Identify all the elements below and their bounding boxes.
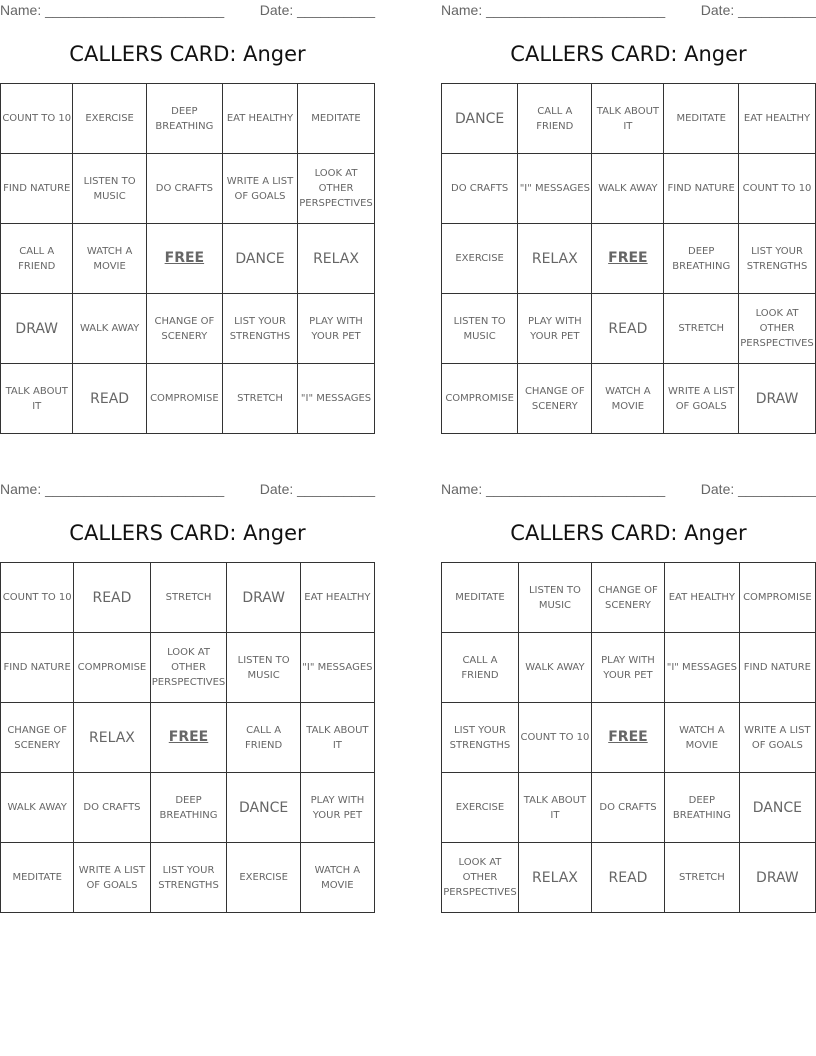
grid-cell: LIST YOUR STRENGTHS [442,703,519,773]
grid-cell: LOOK AT OTHER PERSPECTIVES [298,154,375,224]
name-date-row [0,479,375,501]
grid-cell: DEEP BREATHING [150,773,227,843]
grid-cell: DANCE [222,224,297,294]
name-field[interactable]: Name: _______________________ [441,481,666,497]
grid-cell: CHANGE OF SCENERY [591,563,664,633]
grid-cell: TALK ABOUT IT [300,703,374,773]
callers-card-3 [0,479,375,891]
grid-cell: "I" MESSAGES [664,633,739,703]
grid-cell: WATCH A MOVIE [73,224,146,294]
grid-row [1,563,375,633]
grid-cell: DEEP BREATHING [664,224,739,294]
free-space-cell: FREE [146,224,222,294]
grid-row [1,773,375,843]
grid-cell: RELAX [518,224,592,294]
bingo-grid [0,562,375,913]
grid-cell: EAT HEALTHY [664,563,739,633]
grid-cell: COMPROMISE [146,364,222,434]
grid-cell: DANCE [227,773,300,843]
grid-row [442,633,816,703]
grid-cell: "I" MESSAGES [300,633,374,703]
grid-row [442,154,816,224]
grid-cell: COMPROMISE [739,563,815,633]
grid-cell: LOOK AT OTHER PERSPECTIVES [739,294,816,364]
callers-card-2 [441,0,816,412]
grid-cell: DEEP BREATHING [146,84,222,154]
free-space-cell: FREE [591,703,664,773]
bingo-grid [441,83,816,434]
grid-cell: READ [591,843,664,913]
grid-cell: TALK ABOUT IT [518,773,591,843]
grid-cell: LISTEN TO MUSIC [442,294,518,364]
grid-cell: DO CRAFTS [74,773,150,843]
grid-cell: PLAY WITH YOUR PET [518,294,592,364]
grid-cell: STRETCH [222,364,297,434]
name-field[interactable]: Name: _______________________ [0,481,225,497]
grid-cell: DRAW [1,294,73,364]
grid-row [1,154,375,224]
grid-cell: PLAY WITH YOUR PET [591,633,664,703]
callers-card-1 [0,0,375,412]
card-title: CALLERS CARD: Anger [510,521,747,545]
grid-cell: LIST YOUR STRENGTHS [222,294,297,364]
grid-cell: LISTEN TO MUSIC [518,563,591,633]
grid-cell: LIST YOUR STRENGTHS [150,843,227,913]
grid-cell: WATCH A MOVIE [664,703,739,773]
grid-row [442,84,816,154]
card-title: CALLERS CARD: Anger [69,521,306,545]
grid-cell: EXERCISE [442,224,518,294]
grid-cell: TALK ABOUT IT [1,364,73,434]
grid-cell: DANCE [442,84,518,154]
grid-cell: COUNT TO 10 [1,563,74,633]
grid-cell: CALL A FRIEND [442,633,519,703]
bingo-grid [0,83,375,434]
grid-cell: EXERCISE [227,843,300,913]
grid-cell: WALK AWAY [518,633,591,703]
grid-row [1,224,375,294]
grid-cell: STRETCH [664,294,739,364]
grid-row [442,773,816,843]
grid-cell: WALK AWAY [1,773,74,843]
grid-cell: DANCE [739,773,815,843]
free-space-cell: FREE [150,703,227,773]
grid-row [1,294,375,364]
grid-cell: PLAY WITH YOUR PET [300,773,374,843]
grid-cell: EXERCISE [73,84,146,154]
grid-cell: LISTEN TO MUSIC [227,633,300,703]
grid-cell: DRAW [739,843,815,913]
grid-cell: DEEP BREATHING [664,773,739,843]
grid-cell: WRITE A LIST OF GOALS [74,843,150,913]
name-field[interactable]: Name: _______________________ [441,2,666,18]
bingo-grid [441,562,816,913]
grid-cell: MEDITATE [442,563,519,633]
grid-cell: COUNT TO 10 [1,84,73,154]
grid-cell: FIND NATURE [1,154,73,224]
grid-cell: LOOK AT OTHER PERSPECTIVES [150,633,227,703]
grid-row [1,364,375,434]
grid-cell: READ [592,294,664,364]
grid-cell: FIND NATURE [1,633,74,703]
grid-cell: DRAW [739,364,816,434]
grid-cell: CALL A FRIEND [518,84,592,154]
grid-row [1,703,375,773]
date-field[interactable]: Date: __________ [700,481,816,497]
grid-cell: DRAW [227,563,300,633]
grid-cell: WATCH A MOVIE [300,843,374,913]
grid-cell: FIND NATURE [664,154,739,224]
grid-cell: PLAY WITH YOUR PET [298,294,375,364]
grid-cell: STRETCH [664,843,739,913]
grid-row [442,224,816,294]
grid-cell: WRITE A LIST OF GOALS [739,703,815,773]
grid-cell: CHANGE OF SCENERY [518,364,592,434]
grid-cell: READ [74,563,150,633]
grid-cell: "I" MESSAGES [518,154,592,224]
date-field[interactable]: Date: __________ [259,2,375,18]
grid-cell: RELAX [298,224,375,294]
grid-cell: COMPROMISE [74,633,150,703]
date-field[interactable]: Date: __________ [259,481,375,497]
grid-cell: DO CRAFTS [146,154,222,224]
free-space-cell: FREE [592,224,664,294]
grid-cell: WALK AWAY [73,294,146,364]
grid-cell: EAT HEALTHY [739,84,816,154]
grid-cell: WATCH A MOVIE [592,364,664,434]
grid-cell: DO CRAFTS [442,154,518,224]
name-date-row [441,0,816,22]
grid-cell: COUNT TO 10 [518,703,591,773]
name-date-row [441,479,816,501]
grid-cell: "I" MESSAGES [298,364,375,434]
grid-cell: COMPROMISE [442,364,518,434]
grid-cell: CHANGE OF SCENERY [146,294,222,364]
grid-cell: EAT HEALTHY [300,563,374,633]
grid-cell: TALK ABOUT IT [592,84,664,154]
card-title: CALLERS CARD: Anger [69,42,306,66]
callers-card-4 [441,479,816,898]
grid-cell: COUNT TO 10 [739,154,816,224]
grid-cell: WALK AWAY [592,154,664,224]
grid-row [1,843,375,913]
grid-cell: MEDITATE [664,84,739,154]
grid-row [442,563,816,633]
grid-cell: RELAX [518,843,591,913]
grid-cell: READ [73,364,146,434]
grid-row [1,84,375,154]
grid-cell: STRETCH [150,563,227,633]
grid-cell: LISTEN TO MUSIC [73,154,146,224]
grid-cell: CHANGE OF SCENERY [1,703,74,773]
grid-row [442,843,816,913]
grid-row [442,364,816,434]
grid-cell: MEDITATE [1,843,74,913]
date-field[interactable]: Date: __________ [700,2,816,18]
grid-cell: WRITE A LIST OF GOALS [222,154,297,224]
name-date-row [0,0,375,22]
card-title: CALLERS CARD: Anger [510,42,747,66]
grid-cell: EXERCISE [442,773,519,843]
grid-cell: RELAX [74,703,150,773]
grid-cell: CALL A FRIEND [1,224,73,294]
grid-cell: WRITE A LIST OF GOALS [664,364,739,434]
grid-row [1,633,375,703]
grid-cell: LOOK AT OTHER PERSPECTIVES [442,843,519,913]
grid-cell: FIND NATURE [739,633,815,703]
grid-cell: EAT HEALTHY [222,84,297,154]
grid-cell: LIST YOUR STRENGTHS [739,224,816,294]
grid-cell: DO CRAFTS [591,773,664,843]
name-field[interactable]: Name: _______________________ [0,2,225,18]
grid-row [442,294,816,364]
grid-row [442,703,816,773]
grid-cell: MEDITATE [298,84,375,154]
grid-cell: CALL A FRIEND [227,703,300,773]
